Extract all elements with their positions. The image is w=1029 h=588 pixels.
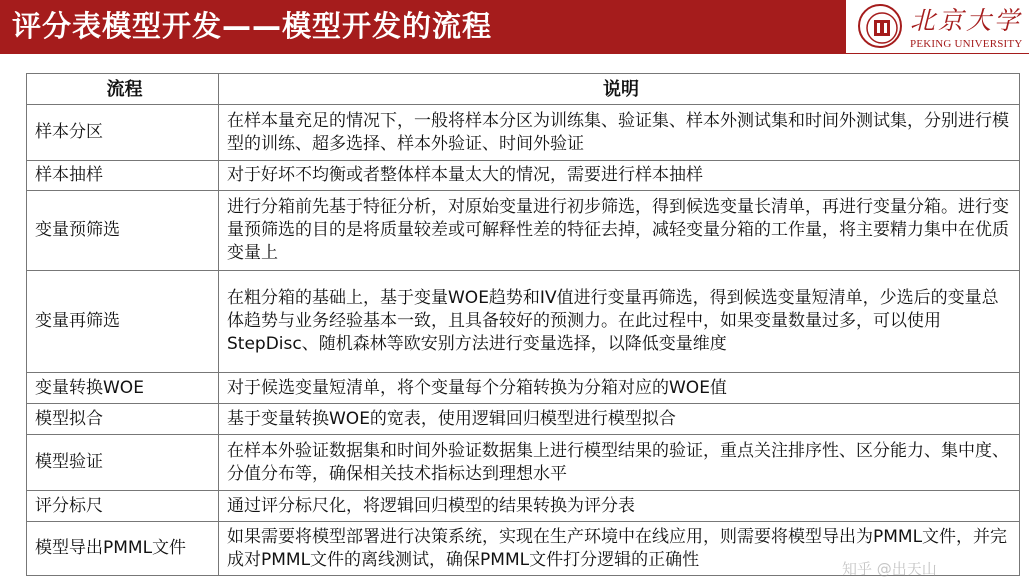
logo-english-name: PEKING UNIVERSITY: [910, 38, 1023, 50]
step-cell: 样本抽样: [27, 161, 219, 191]
step-cell: 模型拟合: [27, 404, 219, 435]
table-row: [27, 191, 1020, 271]
step-cell: 变量预筛选: [27, 191, 219, 271]
table-row: [27, 373, 1020, 404]
table-row: [27, 404, 1020, 435]
step-cell: 模型验证: [27, 435, 219, 491]
description-cell: 通过评分标尺化，将逻辑回归模型的结果转换为评分表: [219, 491, 1020, 522]
description-cell: 在样本外验证数据集和时间外验证数据集上进行模型结果的验证，重点关注排序性、区分能力、集中度、分值分布等，确保相关技术指标达到理想水平: [219, 435, 1020, 491]
logo-chinese-name: 北京大学: [910, 6, 1023, 35]
step-cell: 变量再筛选: [27, 271, 219, 373]
description-cell: 对于候选变量短清单，将个变量每个分箱转换为分箱对应的WOE值: [219, 373, 1020, 404]
pku-seal-icon: [858, 4, 902, 48]
process-table: [26, 73, 1020, 576]
watermark-text: 知乎 @出天山: [842, 560, 937, 578]
description-cell: 在粗分箱的基础上，基于变量WOE趋势和IV值进行变量再筛选，得到候选变量短清单，少选后的变量总体趋势与业务经验基本一致，且具备较好的预测力。在此过程中，如果变量数量过多，可以使用StepDisc、随机森林等欧安别方法进行变量选择，以降低变量维度: [219, 271, 1020, 373]
university-logo: [858, 4, 1026, 52]
step-cell: 评分标尺: [27, 491, 219, 522]
table-row: [27, 435, 1020, 491]
page-title: 评分表模型开发——模型开发的流程: [12, 9, 493, 43]
table-row: [27, 491, 1020, 522]
step-cell: 模型导出PMML文件: [27, 522, 219, 576]
description-cell: 在样本量充足的情况下，一般将样本分区为训练集、验证集、样本外测试集和时间外测试集，分别进行模型的训练、超多选择、样本外验证、时间外验证: [219, 105, 1020, 161]
description-cell: 基于变量转换WOE的宽表，使用逻辑回归模型进行模型拟合: [219, 404, 1020, 435]
step-cell: 样本分区: [27, 105, 219, 161]
table-row: [27, 105, 1020, 161]
description-cell: 进行分箱前先基于特征分析，对原始变量进行初步筛选，得到候选变量长清单，再进行变量分箱。进行变量预筛选的目的是将质量较差或可解释性差的特征去掉，减轻变量分箱的工作量，将主要精力集中在优质变量上: [219, 191, 1020, 271]
column-header-description: 说明: [219, 74, 1020, 105]
description-cell: 如果需要将模型部署进行决策系统，实现在生产环境中在线应用，则需要将模型导出为PMML文件，并完成对PMML文件的离线测试，确保PMML文件打分逻辑的正确性: [219, 522, 1020, 576]
table-row: [27, 271, 1020, 373]
title-underline: [0, 53, 1029, 54]
description-cell: 对于好坏不均衡或者整体样本量太大的情况，需要进行样本抽样: [219, 161, 1020, 191]
table-row: [27, 161, 1020, 191]
table-header-row: [27, 74, 1020, 105]
column-header-process: 流程: [27, 74, 219, 105]
step-cell: 变量转换WOE: [27, 373, 219, 404]
title-bar: [0, 0, 846, 54]
